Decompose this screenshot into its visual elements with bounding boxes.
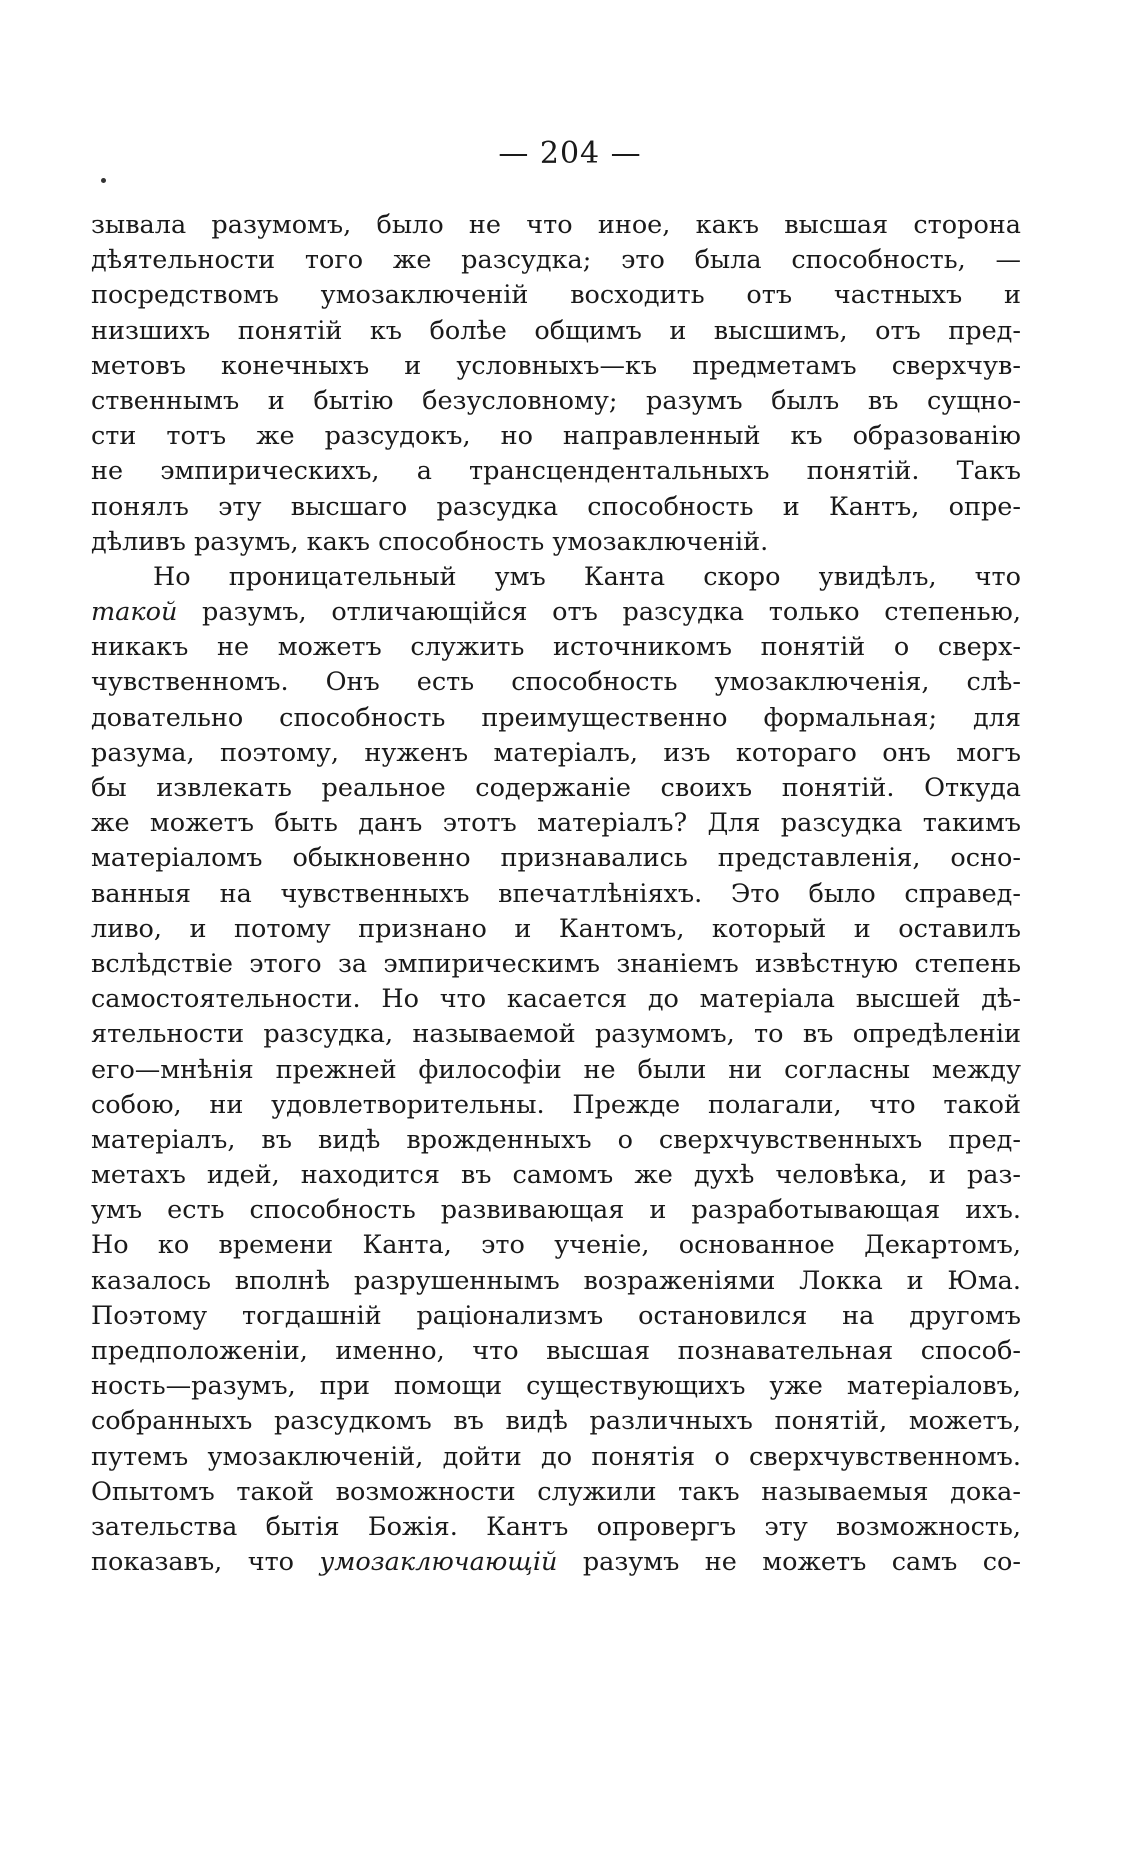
text-line: собранныхъ разсудкомъ въ видѣ различныхъ понятій, можетъ, bbox=[91, 1406, 1021, 1437]
emphasized-word: такой bbox=[91, 597, 178, 628]
text-line: ность—разумъ, при помощи существующихъ уже матеріаловъ, bbox=[91, 1371, 1021, 1402]
text-line: не эмпирическихъ, а трансцендентальныхъ понятій. Такъ bbox=[91, 456, 1021, 487]
text-line: казалось вполнѣ разрушеннымъ возраженіями Локка и Юма. bbox=[91, 1265, 1021, 1296]
text-line: метовъ конечныхъ и условныхъ—къ предметамъ сверхчув- bbox=[91, 350, 1021, 381]
text-line: никакъ не можетъ служить источникомъ понятій о сверх- bbox=[91, 632, 1021, 663]
body-text bbox=[91, 208, 1021, 1580]
text-line: предположеніи, именно, что высшая познавательная способ- bbox=[91, 1336, 1021, 1366]
text-line: его—мнѣнія прежней философіи не были ни согласны между bbox=[91, 1054, 1021, 1085]
text-line: Поэтому тогдашній раціонализмъ остановился на другомъ bbox=[91, 1300, 1021, 1331]
text-line: довательно способность преимущественно формальная; для bbox=[91, 702, 1021, 733]
text-line: чувственномъ. Онъ есть способность умозаключенія, слѣ- bbox=[91, 667, 1021, 698]
text-line: посредствомъ умозаключеній восходить отъ частныхъ и bbox=[91, 280, 1021, 311]
text-line: ятельности разсудка, называемой разумомъ, то въ опредѣленіи bbox=[91, 1019, 1021, 1050]
text-line: зательства бытія Божія. Кантъ опровергъ эту возможность, bbox=[91, 1511, 1021, 1542]
print-speck bbox=[101, 178, 106, 183]
text-line: собою, ни удовлетворительны. Прежде полагали, что такой bbox=[91, 1089, 1021, 1120]
text-line: Но проницательный умъ Канта скоро увидѣлъ, что bbox=[153, 561, 1021, 592]
text-line: зывала разумомъ, было не что иное, какъ высшая сторона bbox=[91, 210, 1021, 240]
text-line: матеріаломъ обыкновенно признавались представленія, осно- bbox=[91, 843, 1021, 874]
text-line: понялъ эту высшаго разсудка способность и Кантъ, опре- bbox=[91, 491, 1021, 522]
text-line: ванныя на чувственныхъ впечатлѣніяхъ. Это было справед- bbox=[91, 878, 1021, 909]
text-line: низшихъ понятій къ болѣе общимъ и высшимъ, отъ пред- bbox=[91, 315, 1021, 346]
text-line: же можетъ быть данъ этотъ матеріалъ? Для разсудка такимъ bbox=[91, 808, 1021, 839]
text-line: ливо, и потому признано и Кантомъ, который и оставилъ bbox=[91, 913, 1021, 944]
text-line: путемъ умозаключеній, дойти до понятія о сверхчувственномъ. bbox=[91, 1441, 1021, 1472]
text-line: матеріалъ, въ видѣ врожденныхъ о сверхчувственныхъ пред- bbox=[91, 1124, 1021, 1155]
text-line: ственнымъ и бытію безусловному; разумъ былъ въ сущно- bbox=[91, 385, 1021, 416]
text-line: показавъ, что умозаключающій разумъ не можетъ самъ со- bbox=[91, 1547, 1021, 1578]
text-line: дѣливъ разумъ, какъ способность умозаключеній. bbox=[91, 526, 769, 557]
text-line: метахъ идей, находится въ самомъ же духѣ человѣка, и раз- bbox=[91, 1160, 1021, 1191]
text-line: Но ко времени Канта, это ученіе, основанное Декартомъ, bbox=[91, 1230, 1021, 1261]
text-line: Опытомъ такой возможности служили такъ называемыя дока- bbox=[91, 1476, 1021, 1507]
text-line: сти тотъ же разсудокъ, но направленный къ образованію bbox=[91, 421, 1021, 452]
text-line: вслѣдствіе этого за эмпирическимъ знаніемъ извѣстную степень bbox=[91, 948, 1021, 979]
text-line: разума, поэтому, нуженъ матеріалъ, изъ котораго онъ могъ bbox=[91, 737, 1021, 768]
text-line: такой разумъ, отличающійся отъ разсудка только степенью, bbox=[91, 597, 1021, 628]
page-number: — 204 — bbox=[498, 136, 642, 171]
text-line: дѣятельности того же разсудка; это была способность, — bbox=[91, 245, 1021, 276]
text-line: бы извлекать реальное содержаніе своихъ понятій. Откуда bbox=[91, 773, 1021, 803]
emphasized-word: умозаключающій bbox=[319, 1547, 558, 1578]
text-line: умъ есть способность развивающая и разработывающая ихъ. bbox=[91, 1195, 1021, 1226]
text-line: самостоятельности. Но что касается до матеріала высшей дѣ- bbox=[91, 984, 1021, 1015]
